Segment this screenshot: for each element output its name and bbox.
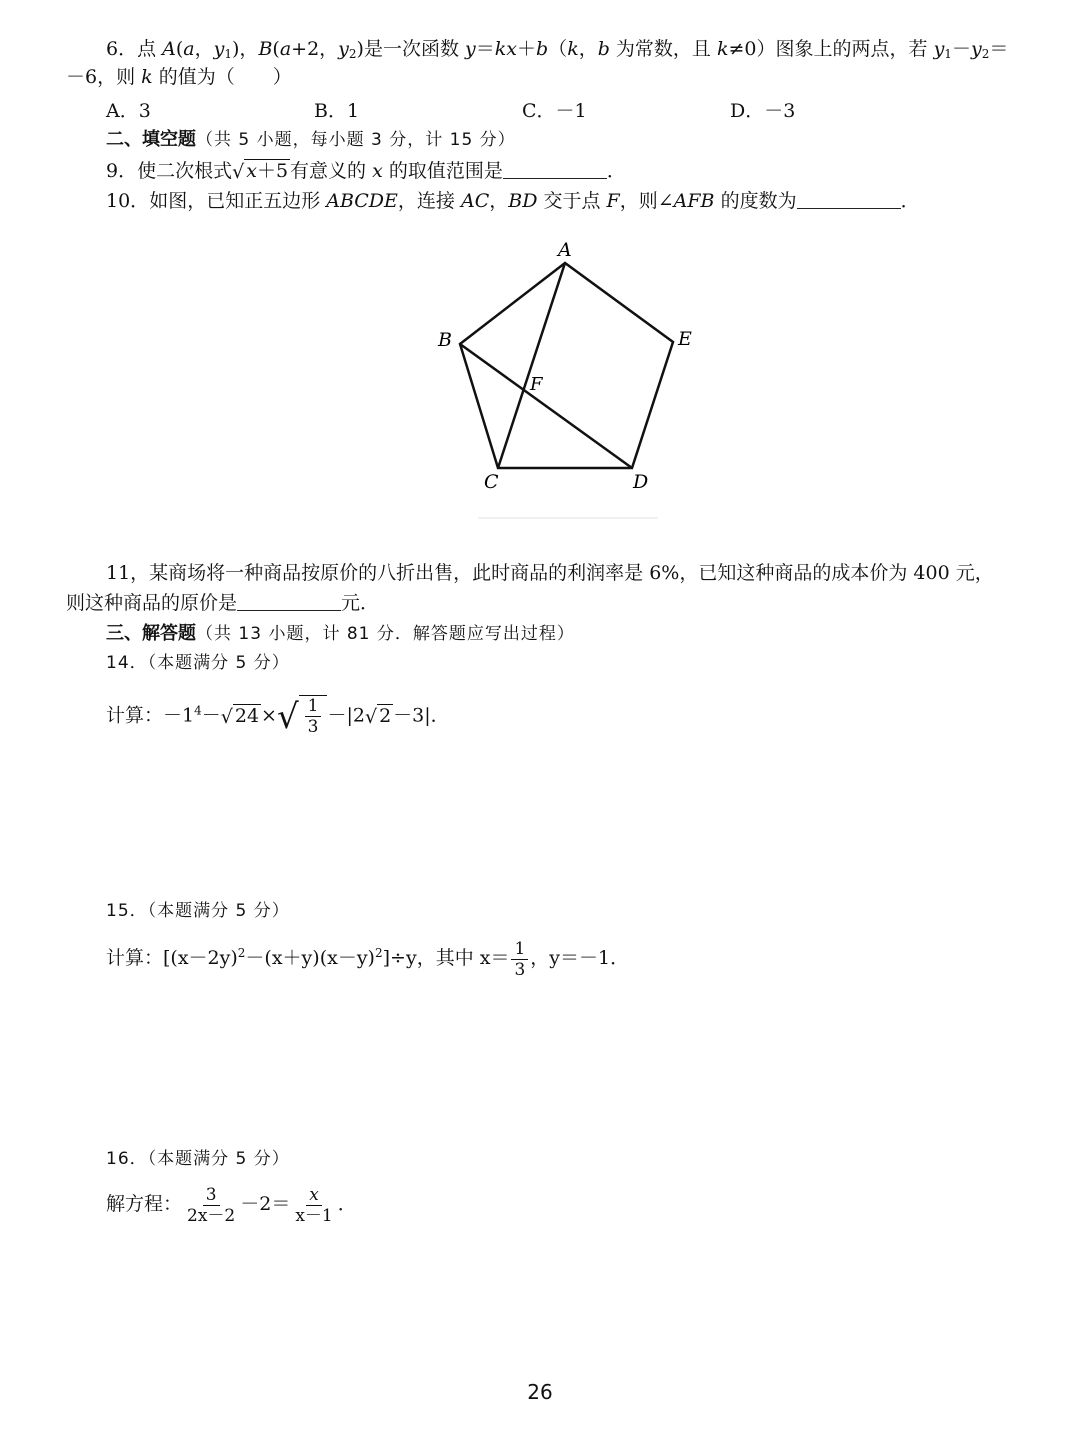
figure-divider (478, 517, 658, 519)
sqrt-symbol: √ (276, 696, 299, 737)
q6-line1 (106, 36, 1008, 62)
label-c: C (484, 471, 499, 493)
q11-answer-blank[interactable] (237, 592, 341, 611)
sqrt-symbol: √ (220, 705, 233, 728)
page-number: 26 (527, 1380, 553, 1404)
q6-choice-d: D．－3 (730, 100, 796, 122)
q11-line2: 则这种商品的原价是 元． (66, 592, 380, 614)
q15-expression: 计算：$[(x-2y)^2-(x+y)(x-y)^2]\div y$，其中 x＝ $\frac{1}{3}$ ，y＝－1． (106, 938, 630, 980)
label-a: A (558, 239, 572, 261)
segment-bd (460, 344, 632, 468)
q11-line1: 11，某商场将一种商品按原价的八折出售，此时商品的利润率是 6%，已知这种商品的成本价为 400 元， (106, 562, 994, 584)
q6-line2: －6，则 k 的值为（ ） (66, 66, 292, 88)
section2-title: 二、填空题 (106, 129, 196, 150)
label-b: B (438, 329, 452, 351)
section2-note: （共 5 小题，每小题 3 分，计 15 分） (196, 130, 516, 150)
sqrt-symbol: √ (364, 705, 378, 728)
q6-text-1: 点 A(a，$y_1$)，B(a+2，$y_2$)是一次函数 y＝kx＋b（k，b 为常数，且 k≠0）图象上的两点，若 $y_1-y_2=$ (137, 38, 1009, 61)
label-e: E (678, 328, 692, 350)
q14-heading: 14．（本题满分 5 分） (106, 653, 290, 673)
sqrt-symbol: √ (232, 161, 245, 183)
section3-heading (106, 620, 575, 647)
section3-title: 三、解答题 (106, 623, 196, 644)
q16-equation: 解方程： $\frac{3}{2x-2}$ －2＝ $\frac{x}{x-1}$ ． (106, 1184, 357, 1226)
q6-choice-c: C．－1 (522, 100, 587, 122)
pentagon-figure (420, 230, 720, 530)
section3-note: （共 13 小题，计 81 分．解答题应写出过程） (196, 624, 575, 644)
label-f: F (530, 374, 543, 395)
segment-ac (498, 263, 565, 468)
q10-answer-blank[interactable] (797, 190, 901, 209)
q6-choice-a: A．3 (106, 100, 151, 122)
q10: 10．如图，已知正五边形 ABCDE，连接 AC，BD 交于点 F，则∠AFB 的度数为 ． (106, 190, 920, 212)
section2-heading (106, 126, 516, 153)
q9: 9．使二次根式√ x＋5 有意义的 x 的取值范围是 ． (106, 160, 626, 183)
label-d: D (633, 471, 649, 493)
q16-heading: 16．（本题满分 5 分） (106, 1149, 290, 1169)
q14-expression: 计算：$-1^4-√$ 24 ×√ $\frac{1}{3}$ －|2√ 2 －3|． (106, 696, 450, 737)
q6-number: 6． (106, 38, 138, 60)
q15-heading: 15．（本题满分 5 分） (106, 901, 290, 921)
q9-answer-blank[interactable] (503, 160, 607, 179)
q6-choice-b: B．1 (314, 100, 360, 122)
